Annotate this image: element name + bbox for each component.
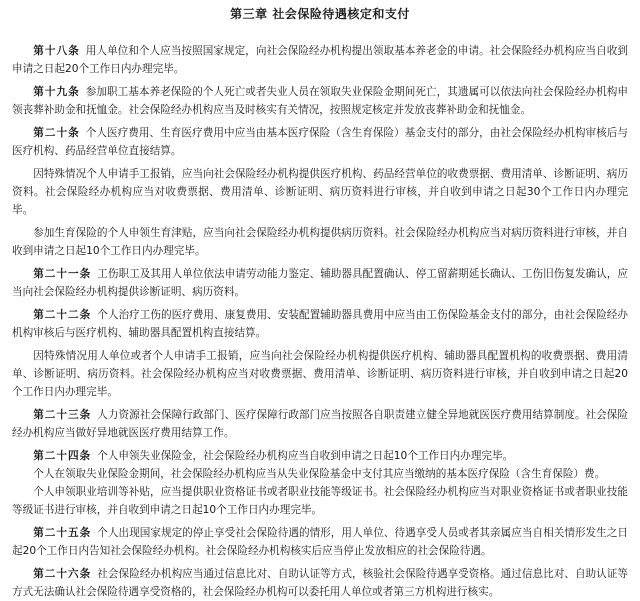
article-number: 第二十四条 [33, 450, 92, 462]
article-22 [12, 306, 628, 342]
article-number: 第二十三条 [33, 409, 92, 421]
article-text: 个人治疗工伤的医疗费用、康复费用、安装配置辅助器具费用中应当由工伤保险基金支付的部分，由社会保险经办机构审核后与医疗机构、辅助器具配置机构直接结算。 [12, 309, 628, 339]
article-20-para-2 [12, 165, 628, 219]
article-text: 个人医疗费用、生育医疗费用中应当由基本医疗保险（含生育保险）基金支付的部分，由社会保险经办机构审核后与医疗机构、药品经营单位直接结算。 [12, 127, 629, 157]
article-21 [12, 265, 628, 301]
article-24-para-2 [12, 465, 628, 483]
article-26 [12, 565, 628, 601]
chapter-title: 第三章 社会保险待遇核定和支付 [230, 7, 410, 21]
article-number: 第十九条 [33, 86, 80, 98]
article-text: 个人出现国家规定的停止享受社会保险待遇的情形，用人单位、待遇享受人员或者其亲属应当自相关情形发生之日起20个工作日内告知社会保险经办机构。社会保险经办机构核实后应当停止发放相应的社会保险待遇。 [12, 527, 628, 557]
article-text: 社会保险经办机构应当通过信息比对、自助认证等方式，核验社会保险待遇享受资格。通过信息比对、自助认证等方式无法确认社会保险待遇享受资格的，社会保险经办机构可以委托用人单位或者第三方机构进行核实。 [12, 568, 628, 598]
article-23 [12, 406, 628, 442]
article-24 [12, 447, 628, 465]
article-number: 第二十五条 [33, 527, 92, 539]
article-text: 工伤职工及其用人单位依法申请劳动能力鉴定、辅助器具配置确认、停工留薪期延长确认、工伤旧伤复发确认，应当向社会保险经办机构提供诊断证明、病历资料。 [12, 268, 628, 298]
paragraph-text: 因特殊情况个人申请手工报销，应当向社会保险经办机构提供医疗机构、药品经营单位的收费票据、费用清单、诊断证明、病历资料。社会保险经办机构应当对收费票据、费用清单、诊断证明、病历资料进行审核，并自收到申请之日起30个工作日内办理完毕。 [12, 168, 628, 216]
article-20-para-3 [12, 224, 628, 260]
article-20 [12, 124, 628, 160]
article-22-para-2 [12, 347, 628, 401]
article-number: 第二十一条 [33, 268, 92, 280]
article-text: 人力资源社会保障行政部门、医疗保障行政部门应当按照各自职责建立健全异地就医医疗费用结算制度。社会保险经办机构应当做好异地就医医疗费用结算工作。 [12, 409, 628, 439]
article-text: 个人申领失业保险金，社会保险经办机构应当自收到申请之日起10个工作日内办理完毕。 [97, 450, 514, 462]
article-number: 第二十条 [33, 127, 80, 139]
article-text: 用人单位和个人应当按照国家规定，向社会保险经办机构提出领取基本养老金的申请。社会保险经办机构应当自收到申请之日起20个工作日内办理完毕。 [12, 45, 629, 75]
paragraph-text: 个人申领职业培训等补贴，应当提供职业资格证书或者职业技能等级证书。社会保险经办机构应当对职业资格证书或者职业技能等级证书进行审核，并自收到申请之日起10个工作日内办理完毕。 [12, 486, 628, 516]
article-24-para-3 [12, 483, 628, 519]
paragraph-text: 个人在领取失业保险金期间，社会保险经办机构应当从失业保险基金中支付其应当缴纳的基本医疗保险（含生育保险）费。 [33, 468, 606, 480]
paragraph-text: 因特殊情况用人单位或者个人申请手工报销，应当向社会保险经办机构提供医疗机构、辅助器具配置机构的收费票据、费用清单、诊断证明、病历资料。社会保险经办机构应当对收费票据、费用清单、诊断证明、病历资料进行审核，并自收到申请之日起20个工作日内办理完毕。 [12, 350, 628, 398]
paragraph-text: 参加生育保险的个人申领生育津贴，应当向社会保险经办机构提供病历资料。社会保险经办机构应当对病历资料进行审核，并自收到申请之日起10个工作日内办理完毕。 [12, 227, 628, 257]
article-25 [12, 524, 628, 560]
article-18 [12, 42, 628, 78]
article-number: 第二十二条 [33, 309, 92, 321]
article-text: 参加职工基本养老保险的个人死亡或者失业人员在领取失业保险金期间死亡，其遗属可以依法向社会保险经办机构申领丧葬补助金和抚恤金。社会保险经办机构应当及时核实有关情况，按照规定核定并发放丧葬补助金和抚恤金。 [12, 86, 629, 116]
article-number: 第二十六条 [33, 568, 92, 580]
article-number: 第十八条 [33, 45, 80, 57]
article-19 [12, 83, 628, 119]
